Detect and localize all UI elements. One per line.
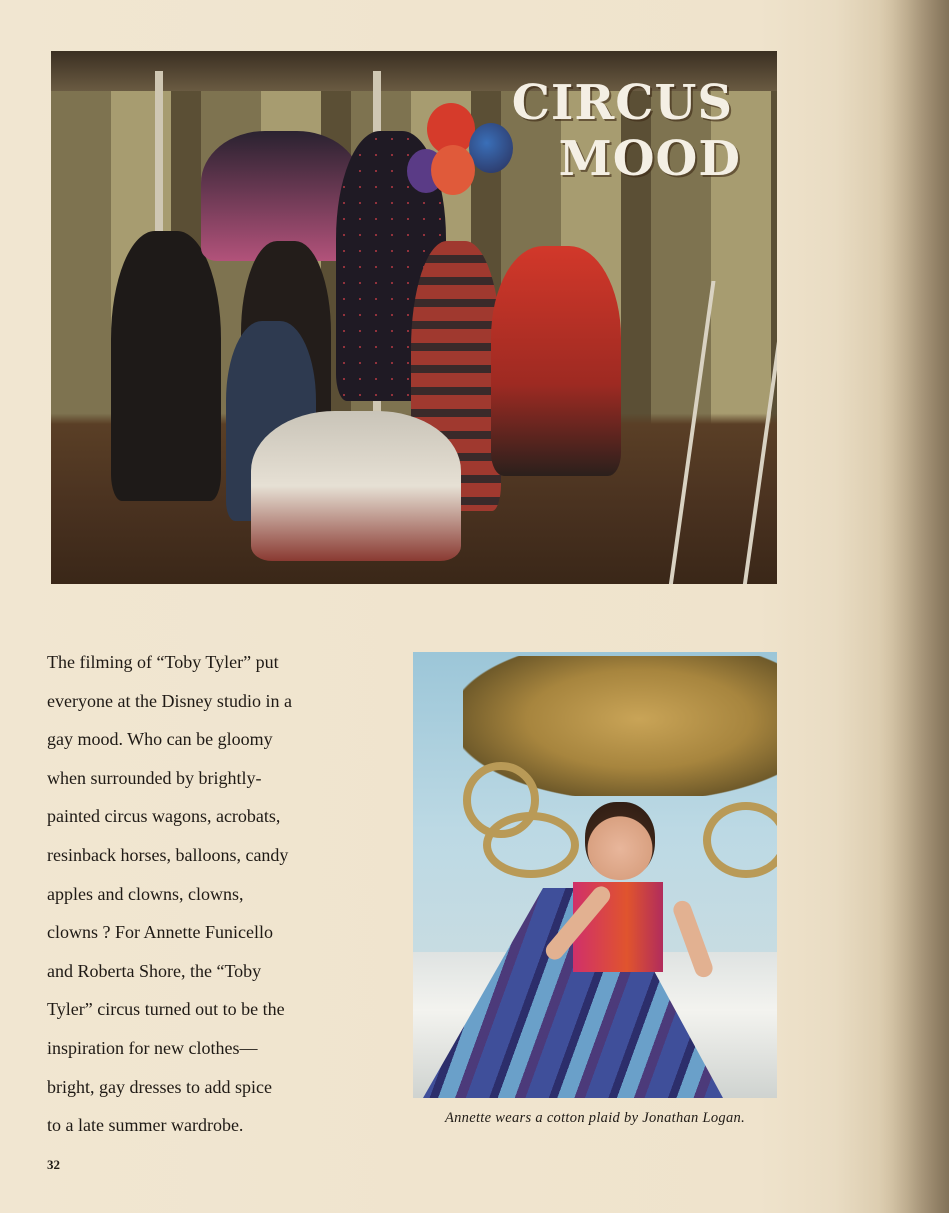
dress-bodice xyxy=(573,882,663,972)
photo-caption: Annette wears a cotton plaid by Jonathan Logan. xyxy=(444,1110,746,1126)
body-line: apples and clowns, clowns, xyxy=(47,883,244,904)
body-line: and Roberta Shore, the “Toby xyxy=(47,960,262,981)
page-number: 32 xyxy=(47,1157,60,1172)
annette-portrait-photo xyxy=(413,652,777,1098)
clown-red-coat xyxy=(491,246,621,476)
body-line: resinback horses, balloons, candy xyxy=(47,844,289,865)
ladder xyxy=(667,281,777,584)
gilded-scroll-ornament xyxy=(703,802,777,878)
headline-line-1: CIRCUS xyxy=(511,75,733,131)
body-line: gay mood. Who can be gloomy xyxy=(47,729,273,750)
reclining-clown xyxy=(251,411,461,561)
balloon xyxy=(469,123,513,173)
body-line: bright, gay dresses to add spice xyxy=(47,1076,272,1097)
body-line: to a late summer wardrobe. xyxy=(47,1115,244,1136)
spine-shadow xyxy=(879,0,949,1213)
clown-figure xyxy=(111,231,221,501)
body-line: painted circus wagons, acrobats, xyxy=(47,806,281,827)
body-line: The filming of “Toby Tyler” put xyxy=(47,652,279,672)
body-line: Tyler” circus turned out to be the xyxy=(47,999,285,1020)
headline xyxy=(511,75,741,187)
body-line: everyone at the Disney studio in a xyxy=(47,690,292,711)
headline-line-2: MOOD xyxy=(558,131,741,187)
body-line: inspiration for new clothes— xyxy=(47,1037,258,1058)
balloon xyxy=(431,145,475,195)
body-line: when surrounded by brightly- xyxy=(47,767,262,788)
gilded-scroll-ornament xyxy=(483,812,579,878)
portrait-head xyxy=(585,802,655,880)
article-body xyxy=(47,643,347,1145)
body-line: clowns ? For Annette Funicello xyxy=(47,922,273,943)
circus-group-photo xyxy=(51,51,777,584)
